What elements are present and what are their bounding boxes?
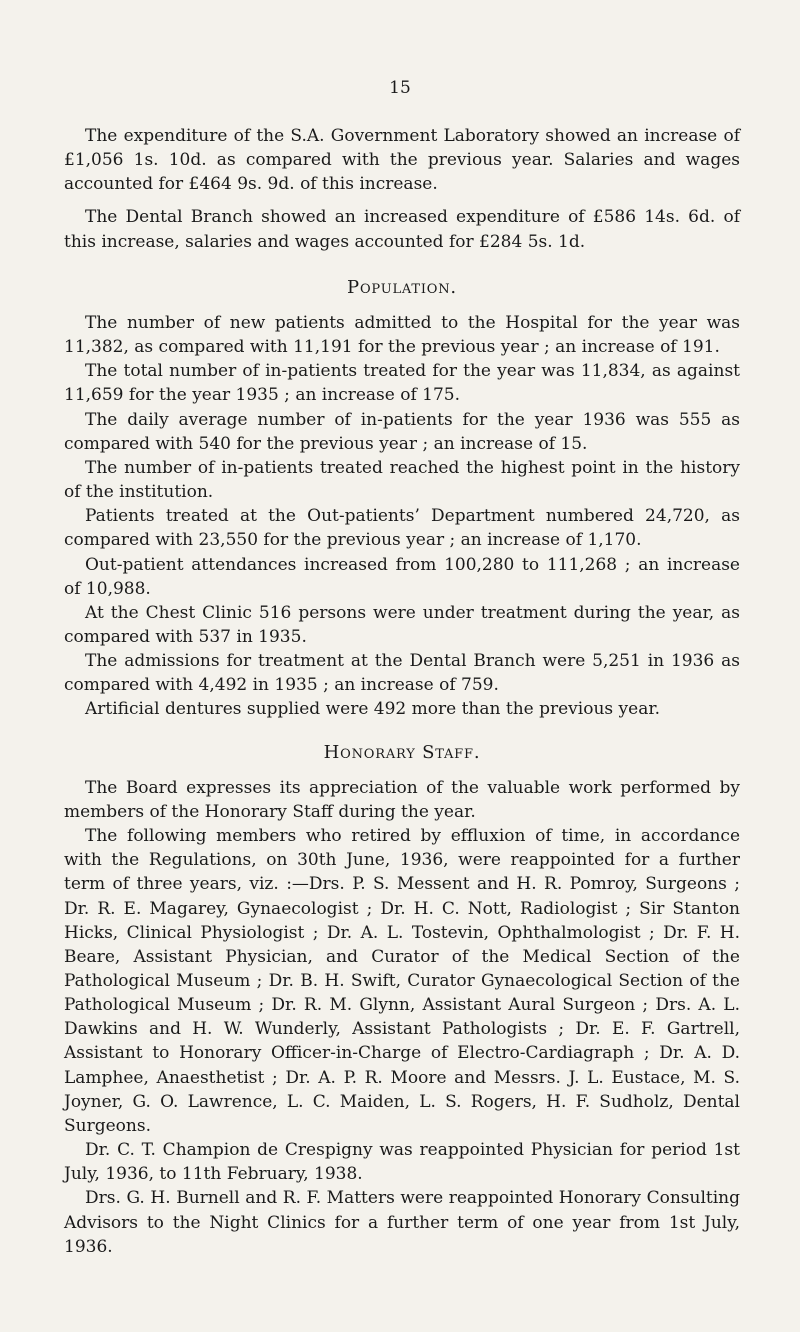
paragraph-out-patients: Patients treated at the Out-patients’ Department numbered 24,720, as compared with 23,550 for the previous year ; an increase of 1,170. xyxy=(64,506,740,551)
paragraph-night-clinics: Drs. G. H. Burnell and R. F. Matters were reappointed Honorary Consulting Advisors to the Night Clinics for a further term of one year from 1st July, 1936. xyxy=(64,1188,740,1257)
paragraph-board-appreciation: The Board expresses its appreciation of the valuable work performed by members of the Honorary Staff during the year. xyxy=(64,777,740,822)
paragraph-out-patient-attendances: Out-patient attendances increased from 100,280 to 111,268 ; an increase of 10,988. xyxy=(64,554,740,599)
section-heading-honorary-staff: Honorary Staff. xyxy=(323,741,481,763)
paragraph-daily-average: The daily average number of in-patients for the year 1936 was 555 as compared with 540 for the previous year ; an increase of 15. xyxy=(64,409,740,454)
paragraph-artificial-dentures: Artificial dentures supplied were 492 more than the previous year. xyxy=(85,699,660,720)
paragraph-reappointments: The following members who retired by effluxion of time, in accordance with the Regulations, on 30th June, 1936, were reappointed for a further term of three years, viz. :—Drs. P. S. Messent and H. R. Pomroy, Surgeons ; Dr. R. E. Magarey, Gynaecologist ; Dr. H. C. Nott, Radiologist ; Sir Stanton Hicks, Clinical Physiologist ; Dr. A. L. Tostevin, Ophthalmologist ; Dr. F. H. Beare, Assistant Physician, and Curator of the Medical Section of the Pathological Museum ; Dr. B. H. Swift, Curator Gynaecological Section of the Pathological Museum ; Dr. R. M. Glynn, Assistant Aural Surgeon ; Drs. A. L. Dawkins and H. W. Wunderly, Assistant Pathologists ; Dr. E. F. Gartrell, Assistant to Honorary Officer-in-Charge of Electro-Cardiagraph ; Dr. A. D. Lamphee, Anaesthetist ; Dr. A. P. R. Moore and Messrs. J. L. Eustace, M. S. Joyner, G. O. Lawrence, L. C. Maiden, L. S. Rogers, H. F. Sudholz, Dental Surgeons. xyxy=(64,826,740,1136)
paragraph-highest-point: The number of in-patients treated reached the highest point in the history of the institution. xyxy=(64,457,740,503)
page-number: 15 xyxy=(389,78,411,98)
paragraph-laboratory-expenditure: The expenditure of the S.A. Government Laboratory showed an increase of £1,056 1s. 10d. as compared with the previous year. Salaries and wages accounted for £464 9s. 9d. of this increase. xyxy=(64,126,740,195)
paragraph-crespigny: Dr. C. T. Champion de Crespigny was reappointed Physician for period 1st July, 1936, to 11th February, 1938. xyxy=(64,1140,740,1185)
paragraph-dental-expenditure: The Dental Branch showed an increased expenditure of £586 14s. 6d. of this increase, salaries and wages accounted for £284 5s. 1d. xyxy=(64,207,740,252)
paragraph-new-patients: The number of new patients admitted to the Hospital for the year was 11,382, as compared with 11,191 for the previous year ; an increase of 191. xyxy=(64,312,740,358)
paragraph-dental-admissions: The admissions for treatment at the Dental Branch were 5,251 in 1936 as compared with 4,492 in 1935 ; an increase of 759. xyxy=(64,651,740,696)
paragraph-in-patients-total: The total number of in-patients treated for the year was 11,834, as against 11,659 for the year 1935 ; an increase of 175. xyxy=(64,361,740,406)
page-body xyxy=(64,124,740,1259)
section-heading-population: Population. xyxy=(347,276,457,298)
paragraph-chest-clinic: At the Chest Clinic 516 persons were under treatment during the year, as compared with 537 in 1935. xyxy=(64,602,740,647)
